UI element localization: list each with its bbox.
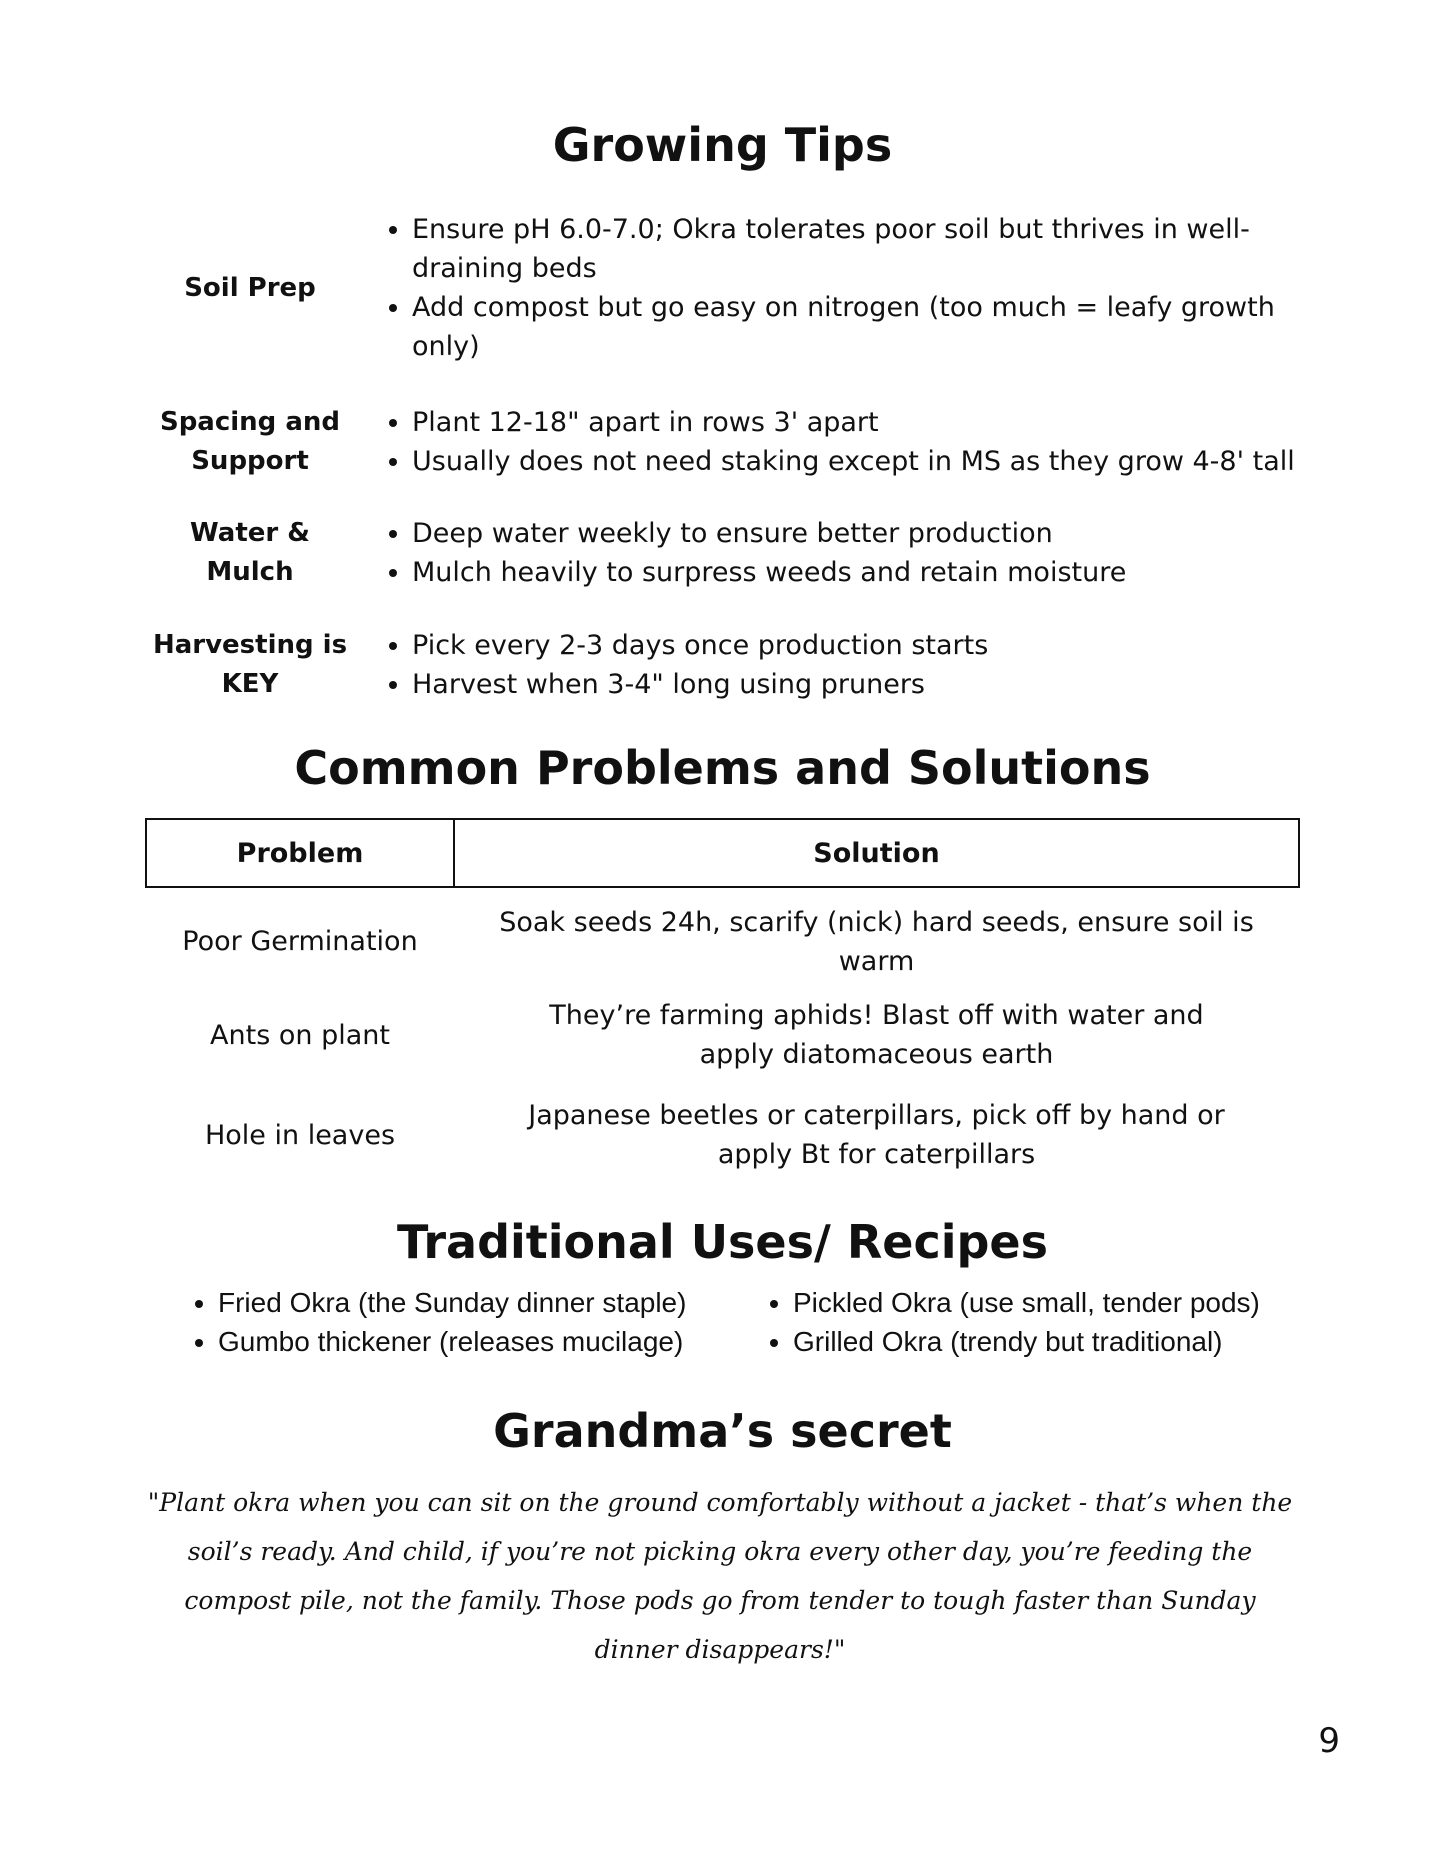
table-row <box>146 887 1299 983</box>
table-row <box>146 1087 1299 1183</box>
use-item: • Fried Okra (the Sunday dinner staple) <box>218 1283 686 1322</box>
tip-item: • Harvest when 3-4" long using pruners <box>412 665 1340 704</box>
table-row <box>146 983 1299 1087</box>
problems-table <box>145 818 1300 1183</box>
tip-item: • Plant 12-18" apart in rows 3' apart <box>412 403 1340 442</box>
tip-label: Harvesting is KEY <box>152 630 348 699</box>
tip-list <box>372 210 1340 366</box>
uses-title: Traditional Uses/ Recipes <box>397 1215 1048 1269</box>
tip-label: Spacing and Support <box>159 407 341 476</box>
tip-list <box>372 626 1340 704</box>
uses-list-right <box>757 1283 1260 1361</box>
solution-cell: Soak seeds 24h, scarify (nick) hard seeds, ensure soil is warm <box>499 906 1254 977</box>
problem-cell: Hole in leaves <box>204 1119 396 1151</box>
tip-label: Soil Prep <box>184 273 316 303</box>
tip-item: • Usually does not need staking except in MS as they grow 4-8' tall <box>412 442 1340 481</box>
header-problem: Problem <box>146 819 454 887</box>
tip-label: Water & Mulch <box>190 518 310 587</box>
use-item: • Gumbo thickener (releases mucilage) <box>218 1322 686 1361</box>
uses-list-left <box>182 1283 686 1361</box>
table-header-row <box>146 819 1299 887</box>
solution-cell: Japanese beetles or caterpillars, pick off by hand or apply Bt for caterpillars <box>528 1100 1225 1170</box>
problem-cell: Ants on plant <box>210 1019 390 1051</box>
grandma-quote: "Plant okra when you can sit on the ground comfortably without a jacket - that’s when the soil’s ready. And child, if you’re not picking okra every other day, you’re feeding the compost pile, not the family. Those pods go from tender to tough faster than Sunday dinner disappears!" <box>147 1488 1293 1664</box>
solution-cell: They’re farming aphids! Blast off with water and apply diatomaceous earth <box>549 1000 1204 1070</box>
tip-item: • Pick every 2-3 days once production starts <box>412 626 1340 665</box>
tip-item: • Add compost but go easy on nitrogen (too much = leafy growth only) <box>412 288 1340 366</box>
problem-cell: Poor Germination <box>182 926 418 957</box>
tip-item: • Deep water weekly to ensure better production <box>412 514 1340 553</box>
use-item: • Grilled Okra (trendy but traditional) <box>793 1322 1260 1361</box>
use-item: • Pickled Okra (use small, tender pods) <box>793 1283 1260 1322</box>
tip-list <box>372 403 1340 481</box>
secret-title: Grandma’s secret <box>493 1404 952 1458</box>
header-solution: Solution <box>454 819 1299 887</box>
tip-list <box>372 514 1340 592</box>
tip-item: • Ensure pH 6.0-7.0; Okra tolerates poor soil but thrives in well-draining beds <box>412 210 1340 288</box>
page-number: 9 <box>1318 1721 1340 1761</box>
tip-item: • Mulch heavily to surpress weeds and retain moisture <box>412 553 1340 592</box>
growing-tips-title: Growing Tips <box>552 118 893 172</box>
problems-title: Common Problems and Solutions <box>294 741 1151 795</box>
